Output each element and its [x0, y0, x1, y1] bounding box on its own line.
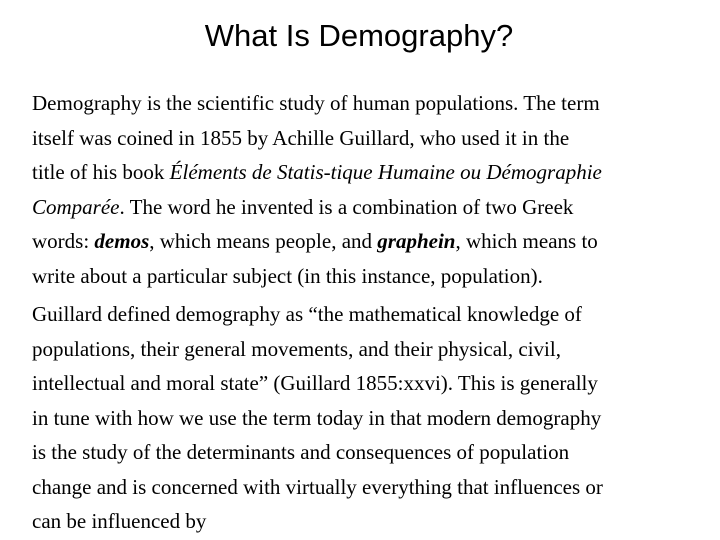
text-line	[32, 190, 716, 225]
text-run: title of his book	[32, 160, 170, 184]
book-title-italic: Éléments de Statis-tique Humaine ou Démographie	[169, 160, 602, 184]
text-line: itself was coined in 1855 by Achille Guillard, who used it in the	[32, 125, 570, 150]
slide-title-text: What Is Demography?	[204, 18, 514, 53]
text-line: is the study of the determinants and consequences of population	[32, 440, 570, 464]
text-run: , which means people, and	[149, 229, 378, 253]
text-line: can be influenced by	[32, 509, 207, 533]
paragraph-definition	[32, 86, 716, 293]
term-demos: demos	[94, 229, 150, 253]
text-line: intellectual and moral state” (Guillard 1855:xxvi). This is generally	[32, 371, 598, 395]
text-line	[32, 224, 716, 259]
text-line: change and is concerned with virtually everything that influences or	[32, 474, 603, 499]
slide-body	[32, 86, 716, 539]
text-line: in tune with how we use the term today in that modern demography	[32, 405, 602, 430]
paragraph-guillard-definition	[32, 297, 716, 539]
slide-title	[0, 14, 720, 58]
text-line: populations, their general movements, and their physical, civil,	[32, 336, 561, 361]
text-run: , which means to	[455, 229, 598, 253]
term-graphein: graphein	[377, 229, 456, 253]
text-run: . The word he invented is a combination of two Greek	[119, 194, 574, 219]
text-line: Guillard defined demography as “the mathematical knowledge of	[32, 302, 582, 326]
text-line	[32, 155, 716, 190]
text-line: write about a particular subject (in this instance, population).	[32, 263, 543, 288]
text-line: Demography is the scientific study of human populations. The term	[32, 91, 600, 115]
book-title-italic: Comparée	[32, 194, 120, 219]
text-run: words:	[32, 229, 95, 253]
